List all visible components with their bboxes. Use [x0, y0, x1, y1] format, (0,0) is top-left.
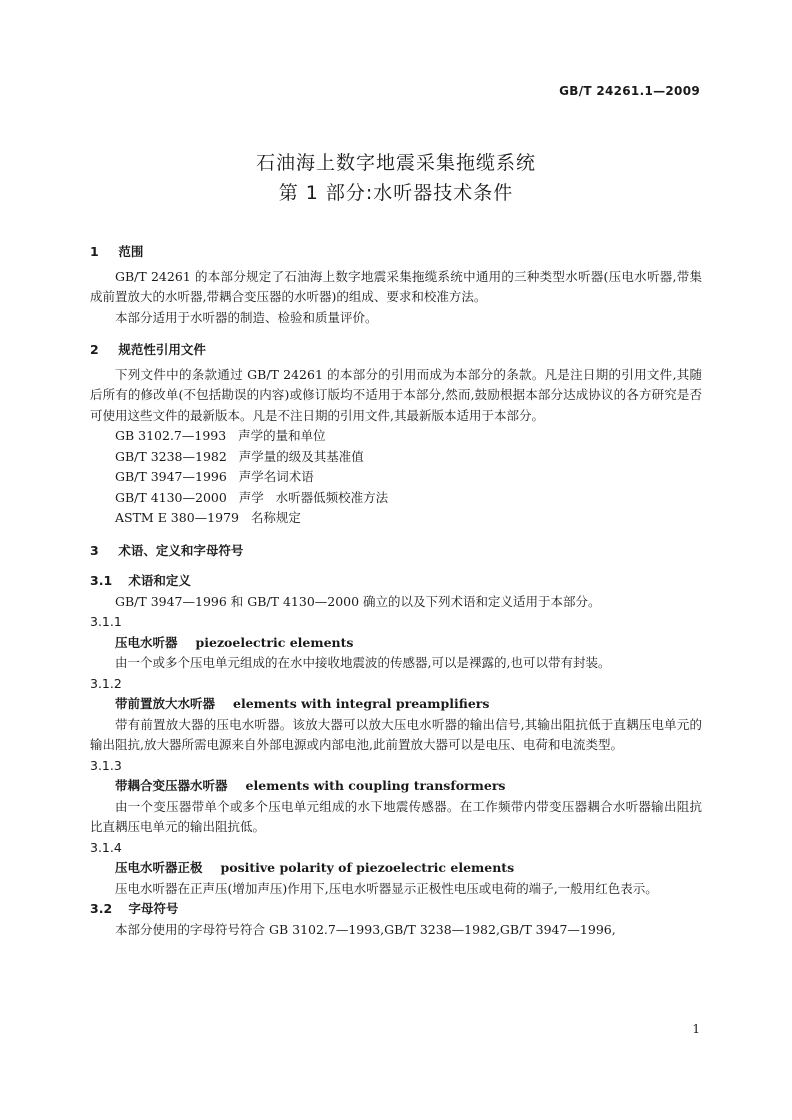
title-line-1: 石油海上数字地震采集拖缆系统	[255, 152, 536, 174]
term-chinese: 带耦合变压器水听器	[115, 778, 228, 793]
term-number: 3.1.2	[90, 675, 122, 691]
term-heading	[90, 858, 702, 879]
term-chinese: 压电水听器	[115, 634, 178, 650]
document-body	[90, 236, 702, 940]
term-english: elements with coupling transformers	[245, 778, 506, 793]
reference-item: GB/T 3238—1982 声学量的级及其基准值	[115, 448, 364, 464]
subsection-number: 3.2	[90, 901, 113, 916]
subsection-title: 字母符号	[128, 901, 179, 916]
paragraph: GB/T 3947—1996 和 GB/T 4130—2000 确立的以及下列术语和定义适用于本部分。	[115, 593, 601, 609]
page-number: 1	[692, 1022, 700, 1036]
section-number: 1	[90, 244, 99, 259]
section-1-heading	[90, 242, 702, 263]
subsection-title: 术语和定义	[128, 573, 191, 588]
term-number: 3.1.1	[90, 614, 122, 629]
paragraph: 本部分适用于水听器的制造、检验和质量评价。	[115, 309, 378, 325]
term-heading	[90, 694, 702, 715]
term-english: positive polarity of piezoelectric elements	[220, 860, 515, 875]
reference-item: GB/T 4130—2000 声学 水听器低频校准方法	[115, 489, 389, 505]
term-chinese: 带前置放大水听器	[115, 696, 216, 711]
term-heading	[90, 776, 702, 797]
reference-item: ASTM E 380—1979 名称规定	[115, 510, 301, 525]
term-definition: 由一个或多个压电单元组成的在水中接收地震波的传感器,可以是裸露的,也可以带有封装。	[115, 655, 611, 670]
term-heading	[90, 633, 702, 654]
term-number: 3.1.3	[90, 757, 122, 773]
section-3-heading	[90, 541, 702, 562]
term-english: piezoelectric elements	[195, 634, 354, 650]
section-title: 范围	[118, 244, 144, 259]
section-number: 3	[90, 542, 99, 558]
paragraph: 下列文件中的条款通过 GB/T 24261 的本部分的引用而成为本部分的条款。凡是注日期的引用文件,其随后所有的修改单(不包括勘误的内容)或修订版均不适用于本部分,然而,鼓励根据本部分达成协议的各方研究是否可使用这些文件的最新版本。凡是不注日期的引用文件,其最新版本适用于本部分。	[90, 366, 702, 423]
standard-code: GB/T 24261.1—2009	[559, 84, 700, 98]
subsection-3-2-heading	[90, 899, 702, 920]
section-title: 术语、定义和字母符号	[118, 542, 244, 558]
section-number: 2	[90, 342, 99, 357]
reference-item: GB/T 3947—1996 声学名词术语	[115, 469, 314, 484]
term-english: elements with integral preamplifiers	[233, 696, 490, 711]
paragraph: GB/T 24261 的本部分规定了石油海上数字地震采集拖缆系统中通用的三种类型水听器(压电水听器,带集成前置放大的水听器,带耦合变压器的水听器)的组成、要求和校准方法。	[90, 268, 702, 304]
paragraph: 本部分使用的字母符号符合 GB 3102.7—1993,GB/T 3238—1982,GB/T 3947—1996,	[115, 921, 616, 937]
section-2-heading	[90, 340, 702, 361]
title-line-2: 第 1 部分:水听器技术条件	[278, 182, 514, 204]
term-chinese: 压电水听器正极	[115, 860, 203, 875]
term-definition: 压电水听器在正声压(增加声压)作用下,压电水听器显示正极性电压或电荷的端子,一般用红色表示。	[115, 880, 658, 896]
term-definition: 由一个变压器带单个或多个压电单元组成的水下地震传感器。在工作频带内带变压器耦合水听器输出阻抗比直耦压电单元的输出阻抗低。	[90, 798, 702, 834]
subsection-number: 3.1	[90, 573, 113, 588]
subsection-3-1-heading	[90, 571, 702, 592]
term-number: 3.1.4	[90, 839, 122, 855]
term-definition: 带有前置放大器的压电水听器。该放大器可以放大压电水听器的输出信号,其输出阻抗低于直耦压电单元的输出阻抗,放大器所需电源来自外部电源或内部电池,此前置放大器可以是电压、电荷和电流类型。	[90, 716, 702, 752]
reference-item: GB 3102.7—1993 声学的量和单位	[115, 428, 326, 443]
section-title: 规范性引用文件	[118, 342, 206, 357]
